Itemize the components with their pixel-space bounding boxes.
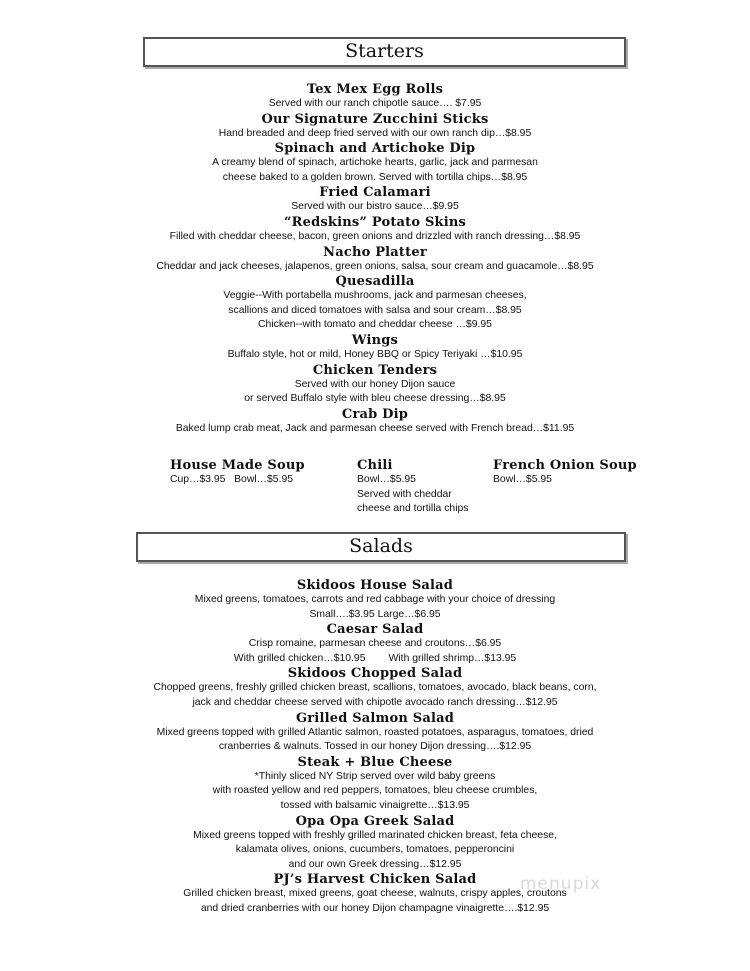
menu-item-description: Mixed greens topped with grilled Atlantic salmon, roasted potatoes, asparagus, tomatoes, dried (156, 726, 594, 738)
menu-item-description: with roasted yellow and red peppers, tomatoes, bleu cheese crumbles, (212, 785, 538, 797)
menu-item (0, 274, 750, 333)
starters-heading: Starters (143, 37, 626, 67)
menu-item-name: Skidoos House Salad (296, 578, 454, 593)
menu-item-description: Filled with cheddar cheese, bacon, green onions and drizzled with ranch dressing…$8.95 (169, 230, 581, 242)
soup-description: cheese and tortilla chips (357, 503, 469, 515)
soup-description: Served with cheddar (357, 488, 452, 500)
menu-item (0, 578, 750, 622)
soup-item-chili (357, 458, 468, 517)
soup-item-french-onion (493, 458, 637, 488)
menu-item-description: Chopped greens, freshly grilled chicken breast, scallions, tomatoes, avocado, black beans, corn, (153, 682, 597, 694)
menu-item-description: Mixed greens topped with freshly grilled marinated chicken breast, feta cheese, (193, 829, 557, 841)
soup-description: Bowl…$5.95 (493, 474, 552, 485)
menu-item-description: Served with our bistro sauce…$9.95 (291, 201, 459, 213)
menupix-watermark: menupix (520, 874, 602, 894)
menu-item-description: Crisp romaine, parmesan cheese and croutons…$6.95 (248, 638, 502, 650)
menu-item (0, 872, 750, 916)
menu-item-description: and our own Greek dressing…$12.95 (288, 858, 462, 870)
menu-item-name: Opa Opa Greek Salad (295, 813, 455, 829)
menu-item (0, 141, 750, 185)
menu-item (0, 407, 750, 437)
menu-item (0, 814, 750, 873)
salads-list (0, 578, 750, 917)
menu-item-description: Served with our honey Dijon sauce (294, 378, 456, 390)
menu-item-description: Cheddar and jack cheeses, jalapenos, green onions, salsa, sour cream and guacamole…$8.95 (156, 260, 594, 272)
menu-item-name: Wings (351, 332, 399, 348)
menu-item-name: Caesar Salad (326, 622, 424, 638)
menu-item-description: *Thinly sliced NY Strip served over wild baby greens (254, 770, 496, 782)
menu-item-description: Chicken--with tomato and cheddar cheese …$9.95 (258, 319, 492, 331)
soup-description: Bowl…$5.95 (357, 474, 416, 485)
menu-item-description: jack and cheddar cheese served with chipotle avocado ranch dressing…$12.95 (192, 696, 558, 708)
menu-item-name: Spinach and Artichoke Dip (274, 141, 476, 157)
menu-item (0, 82, 750, 112)
soup-item-house-made (170, 458, 305, 488)
menu-item (0, 185, 750, 215)
menu-item (0, 245, 750, 275)
menu-item-description: Veggie--With portabella mushrooms, jack and parmesan cheeses, (223, 290, 527, 302)
menu-item-name: Nacho Platter (323, 244, 427, 260)
menu-item-name: Our Signature Zucchini Sticks (261, 111, 489, 127)
menu-item-description: or served Buffalo style with bleu cheese dressing…$8.95 (244, 393, 506, 405)
menu-item-description: A creamy blend of spinach, artichoke hearts, garlic, jack and parmesan (212, 157, 538, 169)
menu-item-description: kalamata olives, onions, cucumbers, tomatoes, pepperoncini (235, 844, 515, 856)
menu-item-description: Grilled chicken breast, mixed greens, goat cheese, walnuts, crispy apples, croutons (183, 888, 567, 900)
menu-item (0, 711, 750, 755)
menu-item-description: cheese baked to a golden brown. Served with tortilla chips…$8.95 (222, 171, 528, 183)
menu-item-description: cranberries & walnuts. Tossed in our honey Dijon dressing….$12.95 (218, 741, 532, 753)
menu-item-name: Skidoos Chopped Salad (287, 666, 463, 682)
menu-item (0, 333, 750, 363)
menu-item (0, 112, 750, 142)
menu-item (0, 666, 750, 710)
menu-item-name: Quesadilla (335, 274, 415, 290)
menu-item (0, 622, 750, 666)
menu-item-description: Small….$3.95 Large…$6.95 (309, 608, 441, 620)
menu-item-name: Crab Dip (341, 406, 409, 422)
menu-item (0, 363, 750, 407)
menu-item (0, 215, 750, 245)
menu-item-description: Served with our ranch chipotle sauce…. $7.95 (268, 98, 482, 109)
starters-list (0, 82, 750, 436)
menu-item-name: Chicken Tenders (312, 362, 438, 378)
menu-item-description: tossed with balsamic vinaigrette…$13.95 (280, 799, 470, 811)
menu-item-description: and dried cranberries with our honey Dijon champagne vinaigrette….$12.95 (200, 902, 550, 914)
menu-item-description: Buffalo style, hot or mild, Honey BBQ or Spicy Teriyaki …$10.95 (227, 348, 523, 360)
menu-item (0, 755, 750, 814)
menu-item-name: Tex Mex Egg Rolls (306, 82, 444, 97)
menu-item-name: Grilled Salmon Salad (295, 710, 455, 726)
menu-item-description: Hand breaded and deep fried served with our own ranch dip…$8.95 (218, 127, 532, 139)
soup-name: Chili (357, 458, 393, 473)
menu-item-name: PJ’s Harvest Chicken Salad (273, 872, 477, 888)
menu-item-description: Baked lump crab meat, Jack and parmesan cheese served with French bread…$11.95 (175, 422, 575, 434)
soup-description: Cup…$3.95 Bowl…$5.95 (170, 474, 294, 485)
menu-item-name: Steak + Blue Cheese (297, 754, 453, 770)
soup-name: House Made Soup (170, 458, 305, 473)
soup-name: French Onion Soup (493, 458, 637, 473)
menu-item-name: Fried Calamari (319, 185, 431, 201)
menu-item-description: scallions and diced tomatoes with salsa and sour cream…$8.95 (228, 304, 522, 316)
menu-item-description: With grilled chicken…$10.95 With grilled shrimp…$13.95 (233, 652, 517, 664)
salads-heading: Salads (136, 532, 626, 562)
menu-item-name: “Redskins” Potato Skins (283, 214, 467, 230)
menu-item-description: Mixed greens, tomatoes, carrots and red cabbage with your choice of dressing (194, 594, 556, 605)
